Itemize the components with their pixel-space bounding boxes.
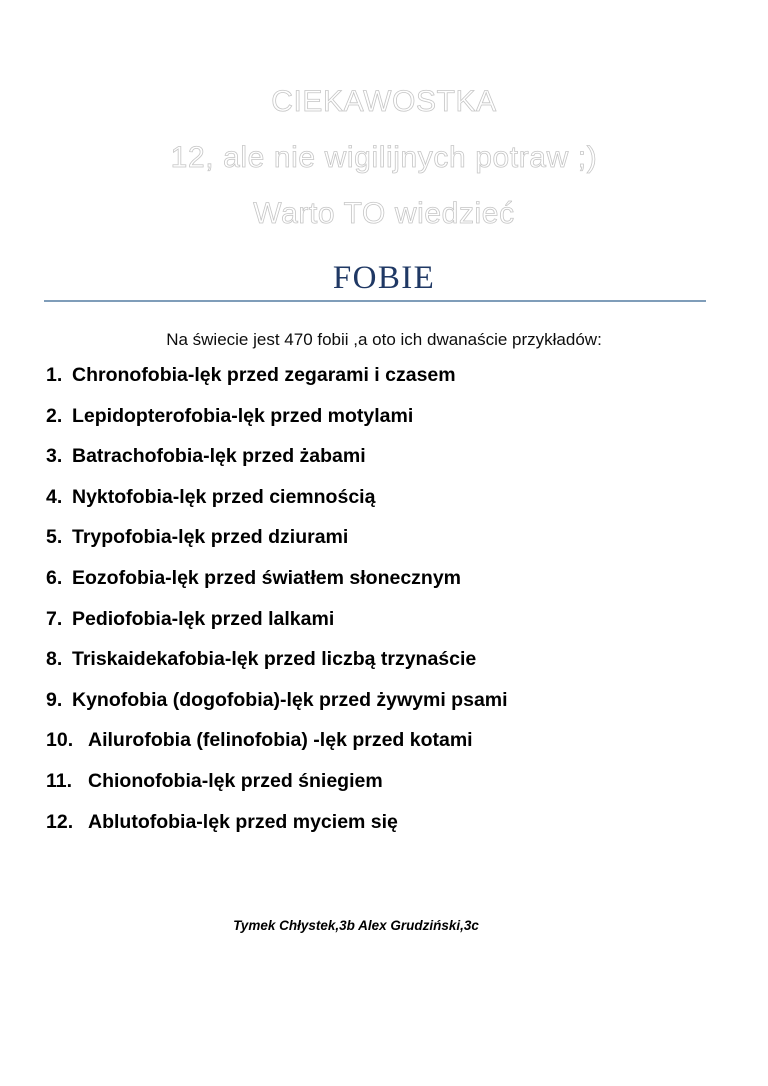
list-item-number: 3. xyxy=(46,445,63,468)
wordart-line-1: CIEKAWOSTKA xyxy=(271,85,497,118)
page-title: FOBIE xyxy=(332,260,436,296)
list-item-label: Lepidopterofobia-lęk przed motylami xyxy=(72,404,414,427)
list-item xyxy=(46,648,736,689)
author-signature: Tymek Chłystek,3b Alex Grudziński,3c xyxy=(233,918,479,933)
list-item-label: Triskaidekafobia-lęk przed liczbą trzynaście xyxy=(72,648,477,671)
list-item-label: Nyktofobia-lęk przed ciemnością xyxy=(72,485,376,508)
list-item-label: Batrachofobia-lęk przed żabami xyxy=(72,445,366,468)
list-item xyxy=(46,364,736,405)
list-item-label: Trypofobia-lęk przed dziurami xyxy=(72,526,349,549)
list-item xyxy=(46,526,736,567)
list-item-label: Chronofobia-lęk przed zegarami i czasem xyxy=(72,364,456,386)
list-item xyxy=(46,729,736,770)
list-item-number: 6. xyxy=(46,566,63,589)
wordart-line-2: 12, ale nie wigilijnych potraw ;) xyxy=(170,141,598,174)
list-item-label: Kynofobia (dogofobia)-lęk przed żywymi psami xyxy=(72,688,508,711)
list-item-label: Eozofobia-lęk przed światłem słonecznym xyxy=(72,566,462,589)
list-item-label: Pediofobia-lęk przed lalkami xyxy=(72,607,335,630)
intro-text: Na świecie jest 470 fobii ,a oto ich dwanaście przykładów: xyxy=(166,330,602,349)
list-item-number: 11. xyxy=(46,769,73,792)
wordart-line-3: Warto TO wiedzieć xyxy=(253,197,515,230)
list-item-label: Chionofobia-lęk przed śniegiem xyxy=(88,769,383,792)
list-item xyxy=(46,486,736,527)
wordart-header xyxy=(0,74,768,242)
list-item-number: 8. xyxy=(46,648,63,671)
list-item-number: 4. xyxy=(46,485,63,508)
list-item-number: 10. xyxy=(46,729,74,752)
list-item xyxy=(46,608,736,649)
list-item-number: 2. xyxy=(46,404,63,427)
list-item xyxy=(46,445,736,486)
list-item-number: 7. xyxy=(46,607,63,630)
list-item-number: 1. xyxy=(46,364,63,386)
list-item-number: 12. xyxy=(46,810,74,833)
list-item-label: Ailurofobia (felinofobia) -lęk przed kotami xyxy=(88,729,473,752)
list-item-number: 9. xyxy=(46,688,63,711)
phobia-list xyxy=(46,364,736,851)
list-item xyxy=(46,405,736,446)
title-divider xyxy=(44,300,706,302)
list-item xyxy=(46,811,736,852)
list-item-label: Ablutofobia-lęk przed myciem się xyxy=(88,810,398,833)
list-item xyxy=(46,567,736,608)
list-item-number: 5. xyxy=(46,526,63,549)
list-item xyxy=(46,689,736,730)
list-item xyxy=(46,770,736,811)
